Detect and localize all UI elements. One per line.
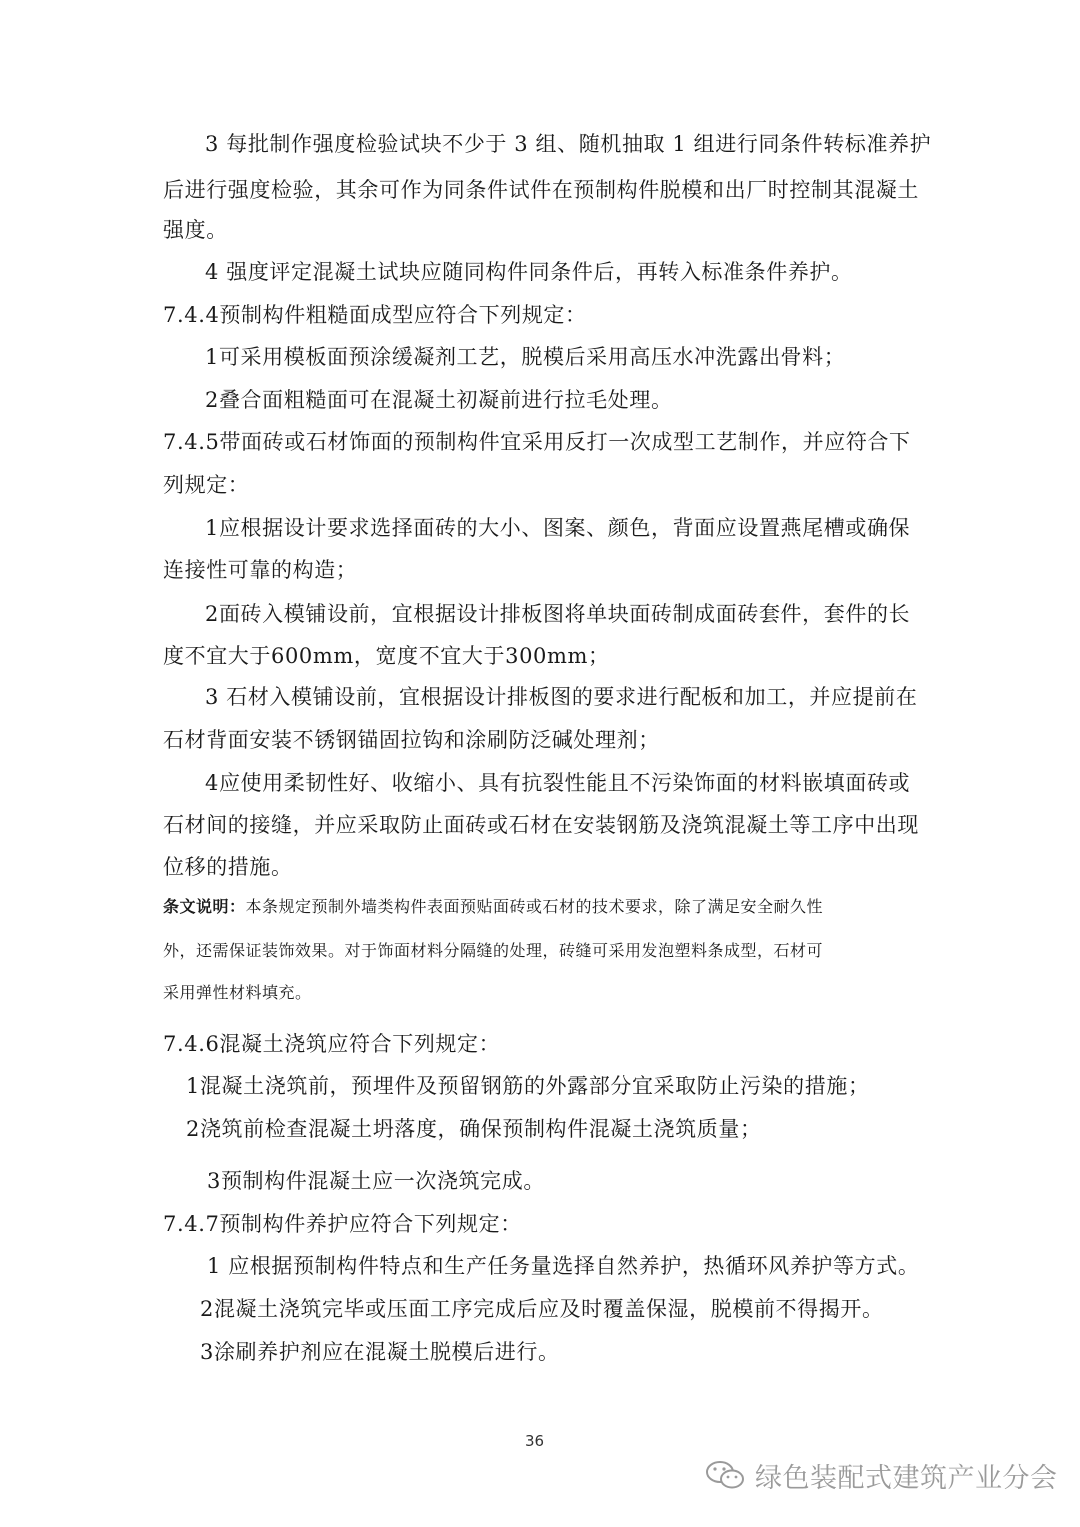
section-heading: 7.4.5带面砖或石材饰面的预制构件宜采用反打一次成型工艺制作，并应符合下	[163, 430, 911, 454]
text-line: 石材间的接缝，并应采取防止面砖或石材在安装钢筋及浇筑混凝土等工序中出现	[163, 813, 919, 837]
wechat-icon	[705, 1460, 745, 1490]
section-heading: 7.4.6混凝土浇筑应符合下列规定：	[163, 1032, 501, 1056]
text-line: 2面砖入模铺设前，宜根据设计排板图将单块面砖制成面砖套件，套件的长	[205, 602, 911, 626]
account-watermark	[705, 1458, 1058, 1492]
text-line: 1混凝土浇筑前，预埋件及预留钢筋的外露部分宜采取防止污染的措施；	[186, 1074, 870, 1098]
watermark-text: 绿色装配式建筑产业分会	[755, 1462, 1058, 1494]
text-line: 2浇筑前检查混凝土坍落度，确保预制构件混凝土浇筑质量；	[186, 1117, 762, 1141]
clause-note-line	[163, 896, 823, 918]
clause-note-text: 本条规定预制外墙类构件表面预贴面砖或石材的技术要求，除了满足安全耐久性	[245, 897, 824, 916]
text-line: 强度。	[163, 218, 228, 242]
text-line: 3 每批制作强度检验试块不少于 3 组、随机抽取 1 组进行同条件转标准养护	[205, 132, 932, 156]
text-line: 1 应根据预制构件特点和生产任务量选择自然养护，热循环风养护等方式。	[207, 1254, 920, 1278]
text-line: 度不宜大于600mm，宽度不宜大于300mm；	[163, 644, 610, 668]
text-line: 列规定：	[163, 473, 250, 497]
clause-note-line: 采用弹性材料填充。	[163, 983, 312, 1002]
clause-note-line: 外，还需保证装饰效果。对于饰面材料分隔缝的处理，砖缝可采用发泡塑料条成型，石材可	[163, 941, 824, 960]
text-line: 4应使用柔韧性好、收缩小、具有抗裂性能且不污染饰面的材料嵌填面砖或	[205, 771, 911, 795]
text-line: 3预制构件混凝土应一次浇筑完成。	[207, 1169, 545, 1193]
text-line: 3 石材入模铺设前，宜根据设计排板图的要求进行配板和加工，并应提前在	[205, 685, 918, 709]
text-line: 2混凝土浇筑完毕或压面工序完成后应及时覆盖保湿，脱模前不得揭开。	[200, 1297, 884, 1321]
text-line: 连接性可靠的构造；	[163, 558, 358, 582]
text-line: 3涂刷养护剂应在混凝土脱模后进行。	[200, 1340, 560, 1364]
page-number: 36	[525, 1432, 545, 1450]
text-line: 2叠合面粗糙面可在混凝土初凝前进行拉毛处理。	[205, 388, 673, 412]
text-line: 位移的措施。	[163, 855, 293, 879]
text-line: 4 强度评定混凝土试块应随同构件同条件后，再转入标准条件养护。	[205, 260, 853, 284]
section-heading: 7.4.7预制构件养护应符合下列规定：	[163, 1212, 522, 1236]
clause-note-label: 条文说明：	[163, 897, 246, 916]
section-heading: 7.4.4预制构件粗糙面成型应符合下列规定：	[163, 303, 587, 327]
text-line: 后进行强度检验，其余可作为同条件试件在预制构件脱模和出厂时控制其混凝土	[163, 178, 919, 202]
text-line: 石材背面安装不锈钢锚固拉钩和涂刷防泛碱处理剂；	[163, 728, 660, 752]
text-line: 1应根据设计要求选择面砖的大小、图案、颜色，背面应设置燕尾槽或确保	[205, 516, 911, 540]
text-line: 1可采用模板面预涂缓凝剂工艺，脱模后采用高压水冲洗露出骨料；	[205, 345, 846, 369]
